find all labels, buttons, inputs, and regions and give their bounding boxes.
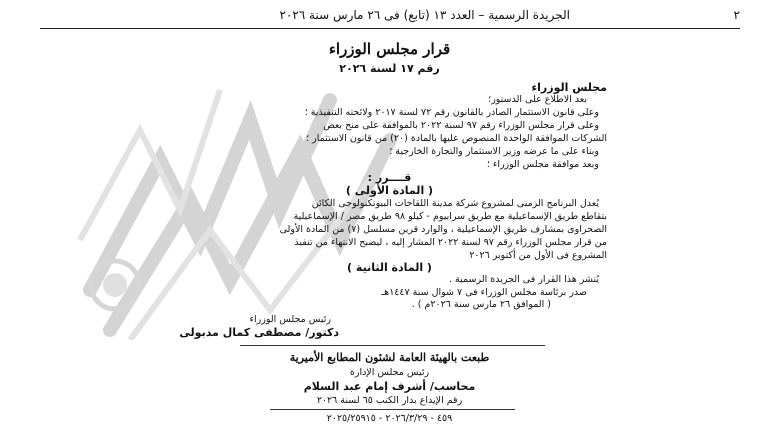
- footer-divider: [240, 345, 545, 346]
- page-header: [40, 8, 740, 26]
- preamble-line: وبناء على ما عرضه وزير الاستثمار والتجارة الخارجية ؛: [389, 146, 599, 157]
- preamble-line: وعلى قرار مجلس الوزراء رقم ٩٧ لسنة ٢٠٢٢ بالموافقة على منح بعض: [323, 120, 599, 131]
- gazette-header-title: الجريدة الرسمية – العدد ١٣ (تابع) فى ٢٦ مارس سنة ٢٠٢٦: [279, 8, 570, 22]
- council-heading: مجلس الوزراء: [531, 81, 607, 94]
- print-code: ٤٥٩ - ٢٠٢٦/٣/٢٩ - ٢٠٢٥/٢٥٩١٥: [326, 413, 453, 424]
- page-number: ٢: [733, 8, 740, 22]
- article-1-heading: ( المادة الأولى ): [345, 184, 434, 197]
- board-chair-label: رئيس مجلس الإدارة: [349, 367, 430, 378]
- code-divider: [270, 409, 515, 410]
- article-2-line: صدر برئاسة مجلس الوزراء فى ٧ شوال سنة ١٤٤٧هـ: [381, 287, 587, 298]
- accountant-name: محاسب/ أشرف إمام عبد السلام: [303, 380, 476, 393]
- preamble-line: الشركات الموافقة الواحدة المنصوص عليها بالمادة (٢٠) من قانون الاستثمار ؛: [306, 133, 607, 144]
- deposit-number: رقم الإيداع بدار الكتب ٦٥ لسنة ٢٠٢٦: [316, 395, 463, 406]
- article-1-line: المشروع فى الأول من أكتوبر ٢٠٢٦: [469, 250, 607, 261]
- article-2-heading: ( المادة الثانية ): [347, 261, 432, 274]
- decision-number: رقم ١٧ لسنة ٢٠٢٦: [339, 62, 440, 75]
- article-1-line: الصحراوى بمشارف طريق الإسماعيلية ، والوارد قرين مسلسل (٧) من المادة الأولى: [279, 224, 607, 235]
- preamble-line: وعلى قانون الاستثمار الصادر بالقانون رقم ٧٢ لسنة ٢٠١٧ ولائحته التنفيذية ؛: [304, 107, 599, 118]
- header-divider: [40, 28, 740, 29]
- article-2-line: ( الموافق ٢٦ مارس سنة ٢٠٢٦م ) .: [411, 299, 551, 310]
- article-2-line: يُنشر هذا القرار فى الجريدة الرسمية .: [449, 274, 599, 285]
- printer-line: طبعت بالهيئة العامة لشئون المطابع الأميرية: [289, 351, 490, 364]
- signature-title: رئيس مجلس الوزراء: [249, 314, 331, 325]
- article-1-line: من قرار مجلس الوزراء رقم ٩٧ لسنة ٢٠٢٢ المشار إليه ، ليصبح الانتهاء من تنفيذ: [294, 237, 607, 248]
- decision-title: قرار مجلس الوزراء: [328, 40, 451, 58]
- preamble-line: وبعد موافقة مجلس الوزراء ؛: [486, 159, 599, 170]
- signature-name: دكتور/ مصطفى كمال مدبولى: [179, 326, 339, 339]
- preamble-line: بعد الاطلاع على الدستور؛: [488, 94, 587, 105]
- article-1-line: بتقاطع طريق الإسماعيلية مع طريق سرابيوم - كيلو ٩٨ طريق مصر / الإسماعيلية: [293, 211, 607, 222]
- article-1-line: يُعدل البرنامج الزمنى لمشروع شركة مدينة اللقاحات البيوتكنولوجى الكائن: [311, 198, 599, 209]
- decided-heading: قــــرر :: [367, 171, 412, 184]
